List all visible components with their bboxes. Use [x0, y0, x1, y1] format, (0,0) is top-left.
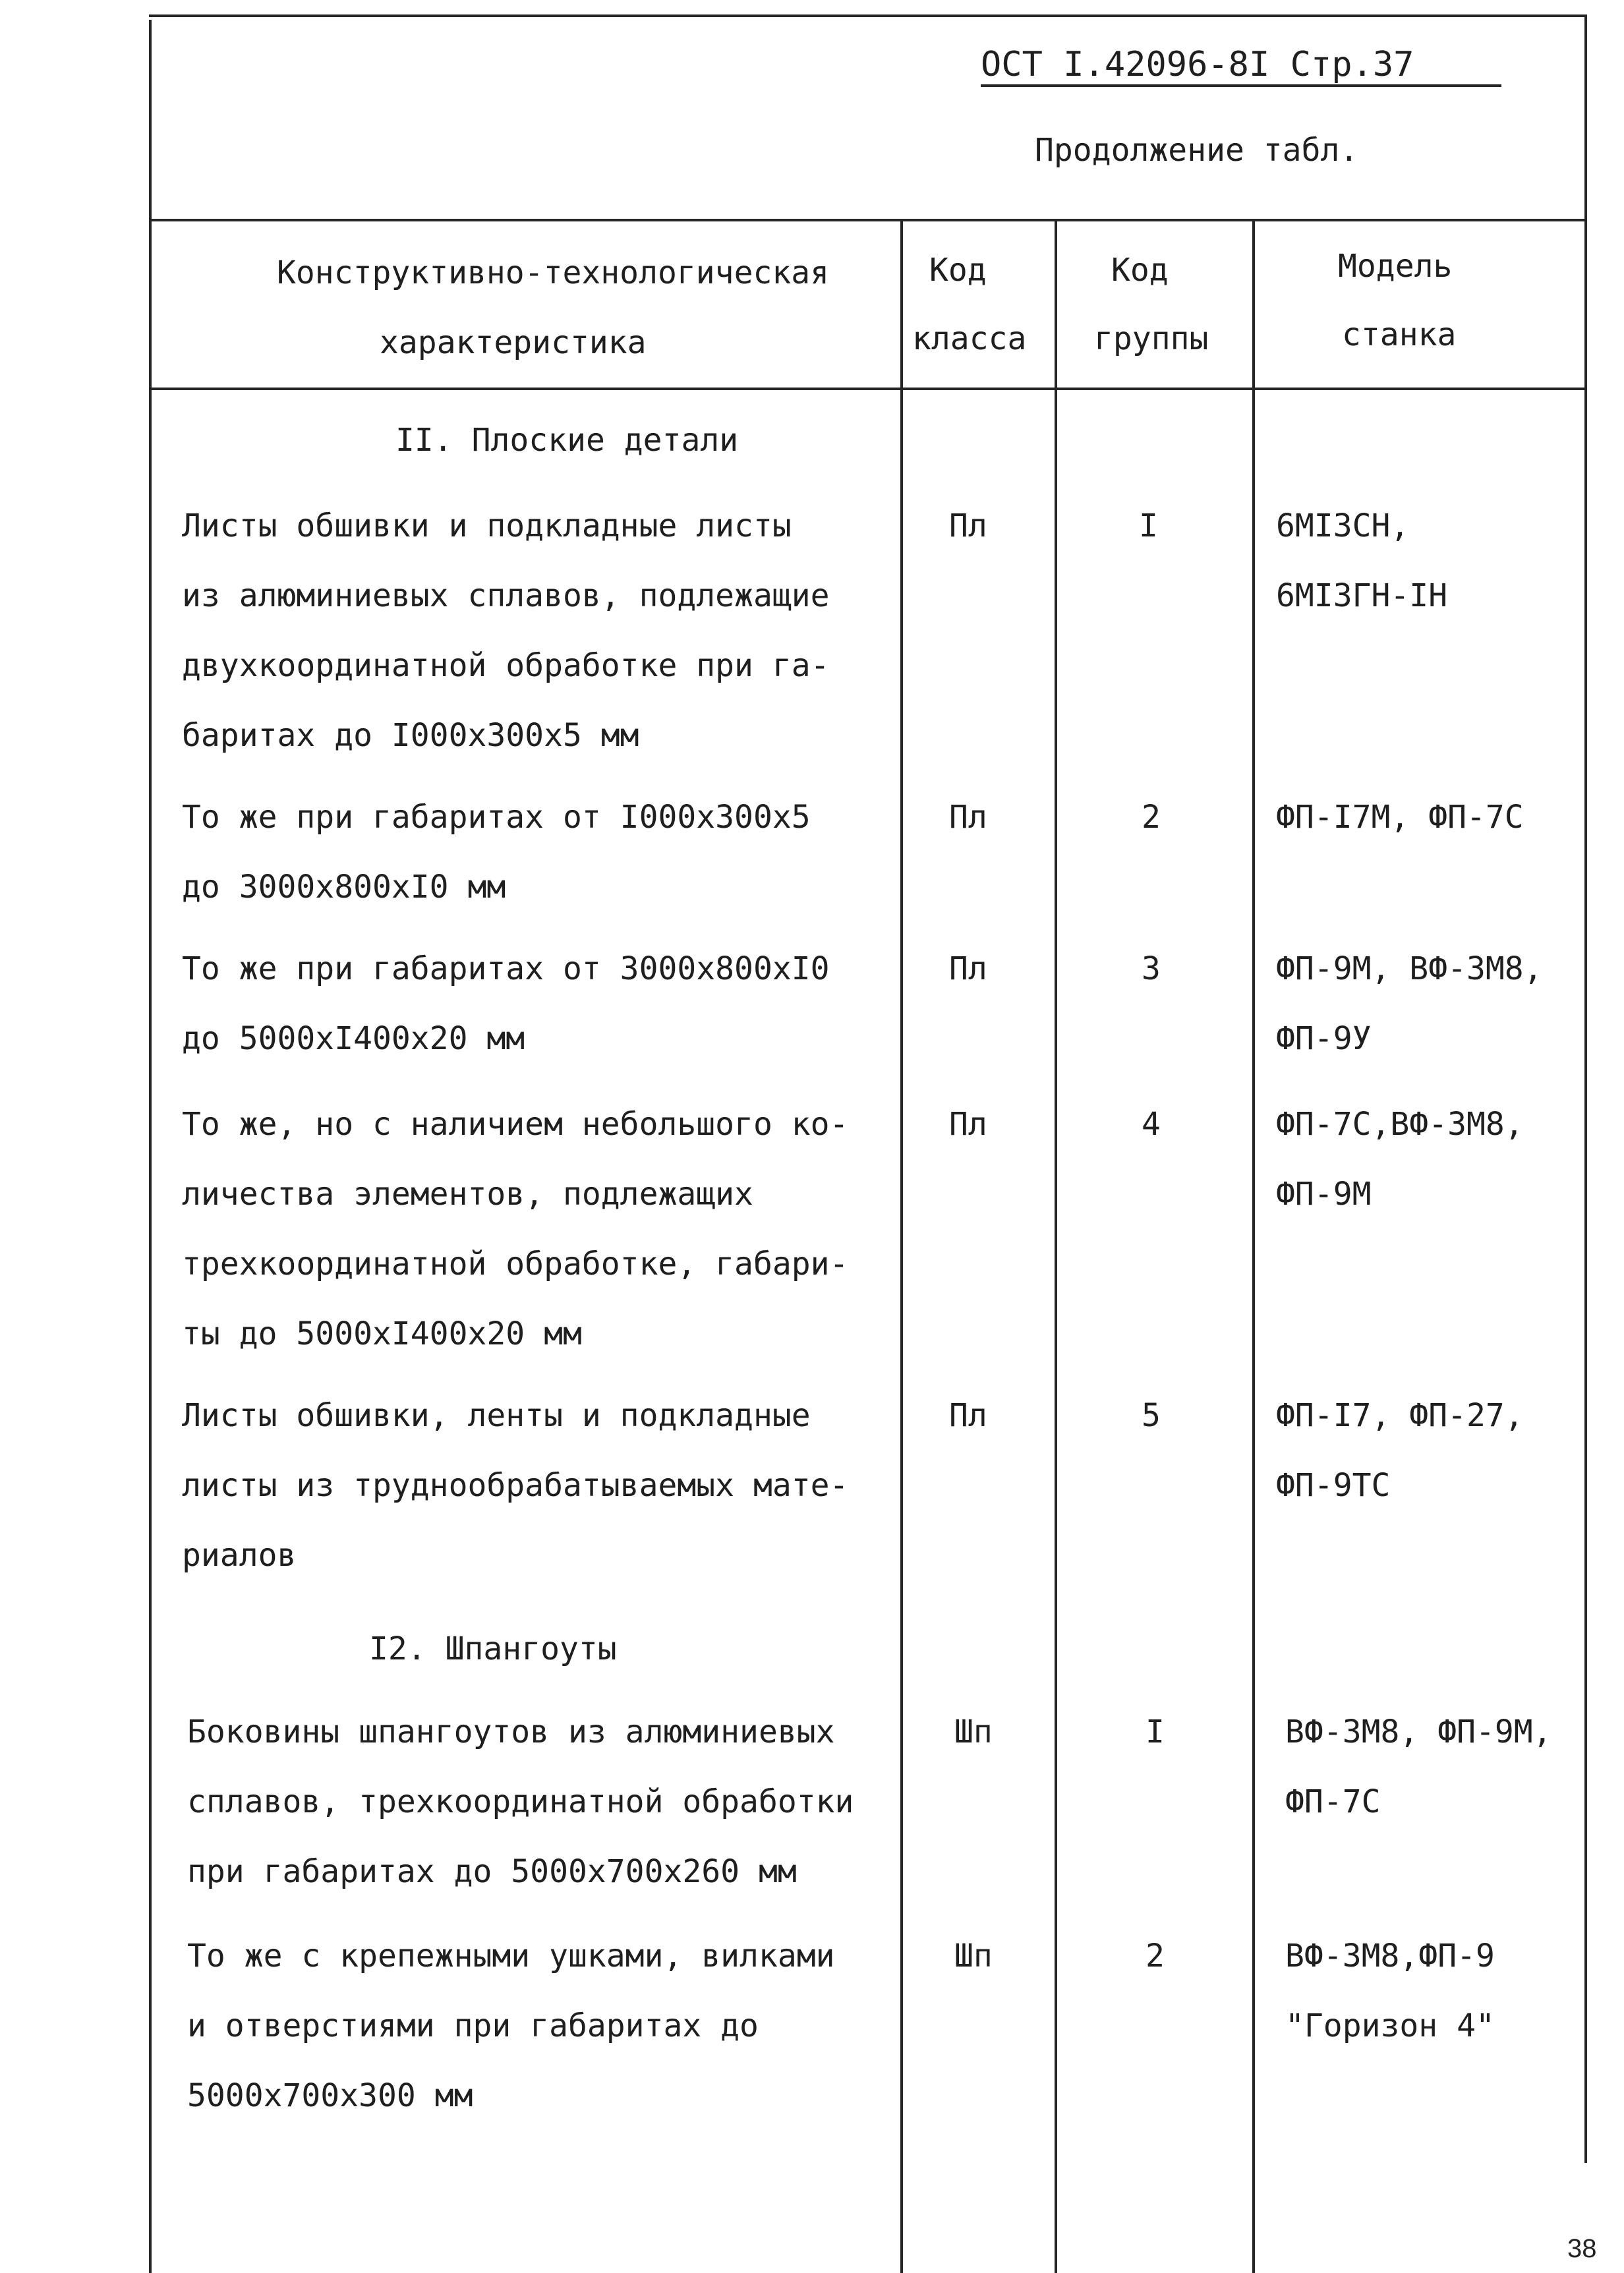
class-code-cell: Пл — [949, 799, 987, 836]
group-code-cell: 2 — [1146, 1938, 1165, 1974]
machine-model-cell: ВФ-3М8, ФП-9М, — [1285, 1713, 1552, 1750]
column-separator-1 — [900, 219, 903, 2273]
frame-right-border — [1584, 14, 1587, 2163]
group-code-cell: 5 — [1142, 1397, 1161, 1434]
table-continuation-label: Продолжение табл. — [1035, 132, 1359, 169]
machine-model-cell: ФП-7С,ВФ-3М8, — [1276, 1106, 1524, 1143]
class-code-cell: Пл — [949, 507, 987, 544]
page-number: 38 — [1567, 2234, 1597, 2263]
document-page: ОСТ I.42096-8I Стр.37 Продолжение табл. Конструктивно-технологическая характеристика Код класса Код группы Модель станка II. Плоские детали Листы обшивки и подкладные листы из алюминиевых сплавов, подлежащие двухкоординатной обработке при га- баритах до I000x300x5 мм Пл I 6МI3СН, 6МI3ГН-IН То же при габаритах от I000x300x5 до 3000x800xI0 мм Пл 2 ФП-I7М, ФП-7С То же при габаритах от 3000x800xI0 до 5000xI400x20 мм Пл 3 ФП-9М, ВФ-3М8, ФП-9У То же, но с наличием небольшого ко- личества элементов, подлежащих трехкоординатной обработке, габари- ты до 5000xI400x20 мм Пл 4 ФП-7С,ВФ-3М8, ФП-9М Листы обшивки, ленты и подкладные листы из труднообрабатываемых мате- риалов Пл 5 ФП-I7, ФП-27, ФП-9ТС I2. Шпангоуты Боковины шпангоутов из алюминиевых сплавов, трехкоординатной обработки при габаритах до 5000x700x260 мм Шп I ВФ-3М8, ФП-9М, ФП-7С То же с крепежными ушками, вилками и отверстиями при габаритах до 5000x700x300 мм Шп 2 ВФ-3М8,ФП-9 "Горизон 4" 38 — [0, 0, 1624, 2273]
machine-model-cell: ВФ-3М8,ФП-9 — [1285, 1938, 1495, 1974]
document-code: ОСТ I.42096-8I Стр.37 — [981, 45, 1414, 84]
group-code-cell: 2 — [1142, 799, 1161, 836]
table-header-top-line — [149, 219, 1587, 221]
machine-model-cell: 6МI3СН, — [1276, 507, 1410, 544]
machine-model-cell: ФП-9М, ВФ-3М8, — [1276, 950, 1543, 987]
machine-model-cell: ФП-I7, ФП-27, — [1276, 1397, 1524, 1434]
group-code-cell: 3 — [1142, 950, 1161, 987]
frame-top-border — [149, 14, 1587, 17]
class-code-cell: Шп — [954, 1938, 993, 1974]
class-code-cell: Пл — [949, 950, 987, 987]
column-separator-3 — [1252, 219, 1255, 2273]
class-code-cell: Пл — [949, 1397, 987, 1434]
column-separator-2 — [1055, 219, 1057, 2273]
machine-model-cell: ФП-I7М, ФП-7С — [1276, 799, 1524, 836]
class-code-cell: Шп — [954, 1713, 993, 1750]
group-code-cell: 4 — [1142, 1106, 1161, 1143]
class-code-cell: Пл — [949, 1106, 987, 1143]
section-title: I2. Шпангоуты — [369, 1630, 617, 1667]
document-code-underline — [981, 84, 1501, 87]
group-code-cell: I — [1146, 1713, 1165, 1750]
table-header-bottom-line — [149, 388, 1587, 390]
group-code-cell: I — [1139, 507, 1158, 544]
frame-left-border — [149, 20, 152, 2273]
section-title: II. Плоские детали — [395, 422, 739, 459]
